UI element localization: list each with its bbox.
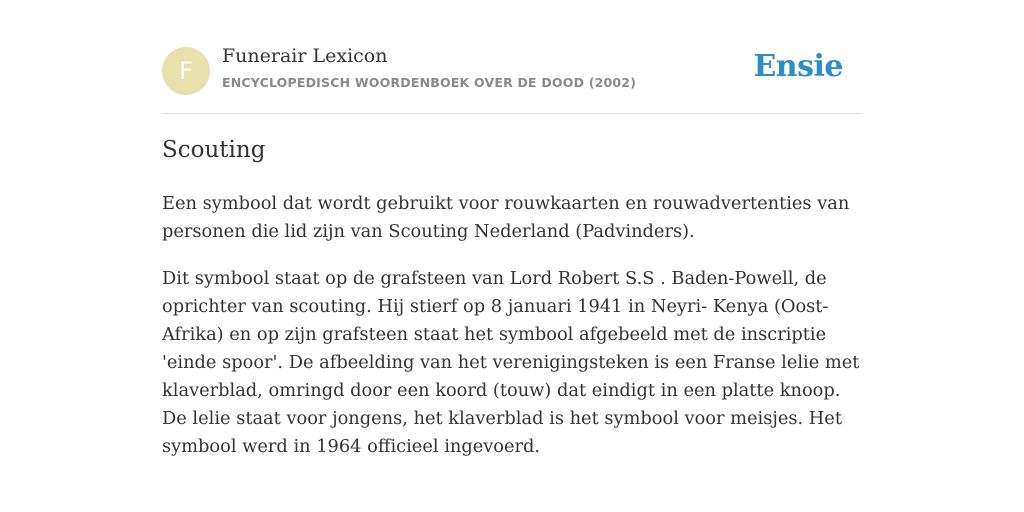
header xyxy=(162,0,862,114)
entry-paragraph: Dit symbool staat op de grafsteen van Lord Robert S.S . Baden-Powell, de oprichter van scouting. Hij stierf op 8 januari 1941 in Neyri- Kenya (Oost-Afrika) en op zijn grafsteen staat het symbool afgebeeld met de inscriptie 'einde spoor'. De afbeelding van het verenigingsteken is een Franse lelie met klaverblad, omringd door een koord (touw) dat eindigt in een platte knoop. De lelie staat voor jongens, het klaverblad is het symbool voor meisjes. Het symbool werd in 1964 officieel ingevoerd. xyxy=(162,268,860,457)
entry-body xyxy=(162,190,862,480)
entry-title: Scouting xyxy=(162,137,266,163)
entry-paragraph: Een symbool dat wordt gebruikt voor rouwkaarten en rouwadvertenties van personen die lid zijn van Scouting Nederland (Padvinders). xyxy=(162,193,850,242)
brand-logo[interactable]: Ensie xyxy=(753,49,843,84)
source-avatar: F xyxy=(162,47,210,95)
source-title[interactable]: Funerair Lexicon xyxy=(222,45,388,67)
page xyxy=(162,0,862,457)
source-subtitle: ENCYCLOPEDISCH WOORDENBOEK OVER DE DOOD (2002) xyxy=(222,75,637,90)
